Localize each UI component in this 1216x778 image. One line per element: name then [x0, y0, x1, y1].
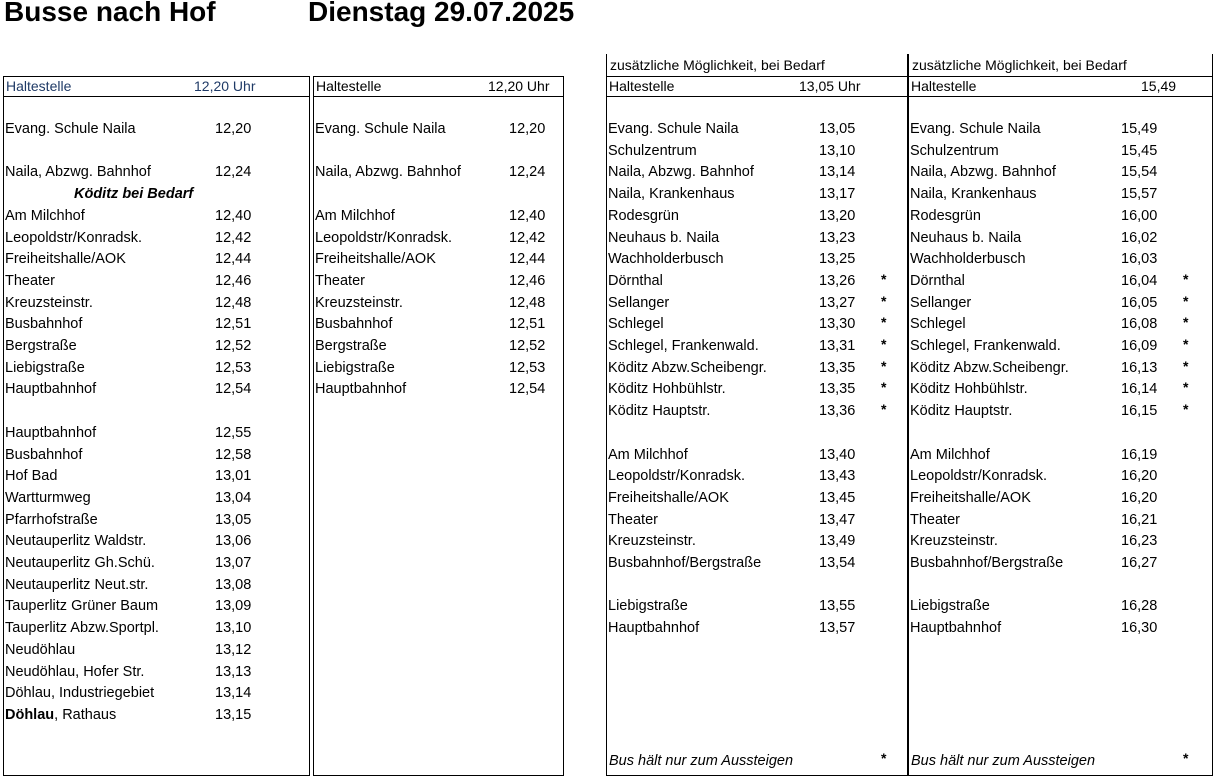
alight-only-marker: *	[1183, 270, 1189, 287]
stop-name: Wartturmweg	[5, 489, 91, 506]
table-row	[909, 488, 1212, 509]
table-row	[4, 162, 309, 183]
stop-name: Schlegel, Frankenwald.	[608, 338, 759, 354]
table-row	[607, 314, 907, 335]
stop-name: Sellanger	[608, 294, 670, 311]
stop-header: Haltestelle	[911, 78, 977, 94]
stop-name: Am Milchhof	[608, 446, 688, 463]
table-row	[909, 293, 1212, 314]
departure-time: 16,09	[1121, 338, 1158, 354]
table-row	[4, 596, 309, 617]
table-row	[4, 423, 309, 444]
departure-time: 12,40	[509, 207, 546, 224]
departure-time: 13,07	[215, 555, 252, 571]
table-row	[314, 206, 563, 227]
stop-name: Tauperlitz Abzw.Sportpl.	[5, 620, 159, 637]
departure-time: 12,46	[215, 272, 252, 289]
table-row	[4, 119, 309, 140]
departure-time: 13,20	[819, 207, 856, 224]
stop-name: Kreuzsteinstr.	[910, 533, 998, 550]
stop-name	[5, 707, 116, 723]
stop-name: Leopoldstr/Konradsk.	[608, 468, 746, 485]
departure-time: 12,55	[215, 424, 252, 441]
stop-name: Naila, Abzwg. Bahnhof	[5, 164, 151, 181]
stop-name: Busbahnhof/Bergstraße	[910, 555, 1064, 571]
table-row	[4, 228, 309, 249]
stop-name: Kreuzsteinstr.	[608, 533, 696, 550]
stop-name: Döhlau, Industriegebiet	[5, 685, 155, 702]
departure-time: 12,40	[215, 207, 252, 224]
departure-time: 12,46	[509, 272, 546, 289]
departure-time: 13,57	[819, 620, 856, 637]
departure-time: 13,54	[819, 555, 856, 571]
departure-time: 12,42	[509, 229, 546, 246]
table-row	[909, 336, 1212, 357]
table-row	[909, 466, 1212, 487]
alight-only-marker: *	[1183, 401, 1189, 418]
departure-time: 13,06	[215, 533, 252, 550]
alight-only-marker: *	[881, 379, 887, 396]
table-row	[607, 141, 907, 162]
stop-name: Busbahnhof	[5, 446, 83, 463]
departure-time: 13,10	[215, 620, 252, 637]
departure-time: 15,57	[1121, 186, 1158, 203]
departure-time: 13,05	[819, 121, 856, 137]
departure-time: 16,28	[1121, 598, 1158, 615]
departure-time: 12,51	[215, 316, 252, 333]
table-row	[314, 228, 563, 249]
footer-note: Bus hält nur zum Aussteigen	[609, 753, 794, 769]
stop-name: Neutauperlitz Gh.Schü.	[5, 555, 155, 571]
table-row	[607, 379, 907, 400]
stop-name: Tauperlitz Grüner Baum	[5, 598, 159, 615]
departure-time: 13,55	[819, 598, 856, 615]
table-row	[909, 531, 1212, 552]
table-row	[909, 596, 1212, 617]
table-row	[607, 488, 907, 509]
table-row	[607, 228, 907, 249]
timetable-column-4	[908, 54, 1213, 776]
time-header: 12,20 Uhr	[194, 78, 256, 94]
stop-name: Am Milchhof	[910, 446, 990, 463]
table-row	[607, 293, 907, 314]
stop-name: Hof Bad	[5, 468, 58, 485]
stop-name: Freiheitshalle/AOK	[608, 489, 729, 506]
table-row	[4, 293, 309, 314]
table-row	[4, 662, 309, 683]
column-note: zusätzliche Möglichkeit, bei Bedarf	[610, 57, 825, 73]
table-row	[4, 249, 309, 270]
departure-time: 12,52	[509, 338, 546, 354]
departure-time: 13,05	[215, 511, 252, 528]
stop-name: Neutauperlitz Waldstr.	[5, 533, 147, 550]
timetable-column-2	[313, 54, 564, 776]
stop-name: Dörnthal	[608, 272, 663, 289]
departure-time: 13,25	[819, 251, 856, 268]
departure-time: 12,54	[215, 381, 252, 398]
stop-header: Haltestelle	[316, 78, 382, 94]
departure-time: 12,53	[509, 359, 546, 376]
table-row	[909, 445, 1212, 466]
table-row	[607, 184, 907, 205]
departure-time: 12,44	[215, 251, 252, 268]
table-row	[314, 293, 563, 314]
stop-name: Liebigstraße	[315, 359, 395, 376]
table-row	[4, 314, 309, 335]
table-row	[4, 336, 309, 357]
alight-only-marker: *	[881, 270, 887, 287]
table-row	[4, 466, 309, 487]
stop-name-rest: , Rathaus	[54, 706, 117, 723]
stop-name: Köditz bei Bedarf	[74, 186, 194, 203]
table-row	[4, 271, 309, 292]
stop-name: Sellanger	[910, 294, 972, 311]
departure-time: 16,20	[1121, 489, 1158, 506]
timetable-column-1	[3, 54, 310, 776]
departure-time: 13,45	[819, 489, 856, 506]
stop-name: Hauptbahnhof	[315, 381, 407, 398]
footer-note: Bus hält nur zum Aussteigen	[911, 753, 1096, 769]
stop-name: Busbahnhof	[315, 316, 393, 333]
stop-name: Leopoldstr/Konradsk.	[315, 229, 453, 246]
departure-time: 15,54	[1121, 164, 1158, 181]
stop-name: Naila, Abzwg. Bahnhof	[910, 164, 1056, 181]
column-body	[909, 97, 1212, 776]
departure-time: 13,23	[819, 229, 856, 246]
alight-only-marker: *	[881, 336, 887, 352]
stop-name: Theater	[910, 511, 960, 528]
footer-marker: *	[881, 750, 887, 766]
alight-only-marker: *	[1183, 336, 1189, 352]
stop-name: Schlegel	[608, 316, 664, 333]
stop-name: Leopoldstr/Konradsk.	[5, 229, 143, 246]
stop-name: Hauptbahnhof	[910, 620, 1002, 637]
stop-name: Neutauperlitz Neut.str.	[5, 576, 149, 593]
stop-name: Liebigstraße	[5, 359, 85, 376]
stop-name: Schlegel, Frankenwald.	[910, 338, 1061, 354]
table-row	[909, 314, 1212, 335]
column-header	[313, 76, 564, 97]
stop-name: Köditz Abzw.Scheibengr.	[910, 359, 1069, 376]
departure-time: 13,17	[819, 186, 856, 203]
table-row	[607, 510, 907, 531]
table-row	[314, 162, 563, 183]
table-row	[607, 531, 907, 552]
stop-name: Theater	[315, 272, 365, 289]
table-row	[909, 119, 1212, 140]
table-row	[607, 618, 907, 639]
departure-time: 13,27	[819, 294, 856, 311]
table-row	[607, 162, 907, 183]
table-row	[909, 141, 1212, 162]
departure-time: 13,10	[819, 142, 856, 159]
time-header: 15,49	[1141, 78, 1177, 94]
table-row	[4, 206, 309, 227]
table-row	[4, 488, 309, 509]
departure-time: 13,30	[819, 316, 856, 333]
alight-only-marker: *	[1183, 379, 1189, 396]
departure-time: 16,30	[1121, 620, 1158, 637]
table-row	[314, 336, 563, 357]
table-row	[314, 271, 563, 292]
departure-time: 12,24	[509, 164, 546, 181]
table-row	[909, 271, 1212, 292]
table-row	[909, 510, 1212, 531]
departure-time: 16,03	[1121, 251, 1158, 268]
table-row	[607, 206, 907, 227]
departure-time: 13,47	[819, 511, 856, 528]
table-row	[909, 379, 1212, 400]
table-row	[4, 575, 309, 596]
departure-time: 16,15	[1121, 403, 1158, 420]
table-row	[314, 119, 563, 140]
stop-header: Haltestelle	[609, 78, 675, 94]
table-row	[909, 553, 1212, 574]
table-row	[4, 618, 309, 639]
column-body	[607, 97, 907, 776]
stop-name: Naila, Abzwg. Bahnhof	[608, 164, 754, 181]
table-row	[4, 510, 309, 531]
departure-time: 16,23	[1121, 533, 1158, 550]
alight-only-marker: *	[881, 292, 887, 309]
stop-name: Köditz Abzw.Scheibengr.	[608, 359, 767, 376]
stop-name: Bergstraße	[315, 338, 387, 354]
departure-time: 13,14	[215, 685, 252, 702]
departure-time: 16,21	[1121, 511, 1158, 528]
stop-name: Naila, Krankenhaus	[910, 186, 1037, 203]
stop-name: Hauptbahnhof	[5, 381, 97, 398]
departure-time: 13,08	[215, 576, 252, 593]
table-row	[607, 249, 907, 270]
table-row	[909, 162, 1212, 183]
alight-only-marker: *	[881, 314, 887, 331]
departure-time: 16,05	[1121, 294, 1158, 311]
departure-time: 13,04	[215, 489, 252, 506]
departure-time: 12,52	[215, 338, 252, 354]
departure-time: 12,51	[509, 316, 546, 333]
alight-only-marker: *	[881, 401, 887, 418]
departure-time: 12,20	[215, 121, 252, 137]
departure-time: 12,44	[509, 251, 546, 268]
departure-time: 13,31	[819, 338, 856, 354]
table-row	[4, 445, 309, 466]
departure-time: 13,13	[215, 663, 252, 680]
table-row	[4, 705, 309, 726]
departure-time: 13,01	[215, 468, 252, 485]
departure-time: 12,58	[215, 446, 252, 463]
table-row	[4, 379, 309, 400]
departure-time: 15,49	[1121, 121, 1158, 137]
departure-time: 13,15	[215, 706, 252, 723]
table-row	[909, 206, 1212, 227]
table-row	[4, 358, 309, 379]
departure-time: 12,48	[215, 294, 252, 311]
stop-name: Köditz Hohbühlstr.	[910, 381, 1028, 398]
stop-name: Hauptbahnhof	[5, 424, 97, 441]
table-row	[607, 466, 907, 487]
table-row	[607, 271, 907, 292]
column-header	[3, 76, 310, 97]
departure-time: 13,40	[819, 446, 856, 463]
departure-time: 12,42	[215, 229, 252, 246]
departure-time: 12,48	[509, 294, 546, 311]
column-note: zusätzliche Möglichkeit, bei Bedarf	[912, 57, 1127, 73]
stop-name: Evang. Schule Naila	[910, 121, 1041, 137]
stop-name: Kreuzsteinstr.	[315, 294, 403, 311]
stop-name-bold: Döhlau	[5, 706, 55, 723]
alight-only-marker: *	[881, 357, 887, 374]
stop-name: Neudöhlau, Hofer Str.	[5, 663, 145, 680]
table-row	[314, 314, 563, 335]
stop-name: Evang. Schule Naila	[315, 121, 446, 137]
stop-name: Naila, Krankenhaus	[608, 186, 735, 203]
table-row	[607, 596, 907, 617]
stop-name: Evang. Schule Naila	[608, 121, 739, 137]
stop-name: Bergstraße	[5, 338, 77, 354]
table-row	[4, 184, 309, 205]
page-title: Busse nach Hof	[4, 0, 216, 27]
table-row	[4, 531, 309, 552]
time-header: 13,05 Uhr	[799, 78, 861, 94]
stop-name: Köditz Hohbühlstr.	[608, 381, 726, 398]
table-row	[314, 379, 563, 400]
departure-time: 13,35	[819, 381, 856, 398]
stop-name: Busbahnhof/Bergstraße	[608, 555, 762, 571]
departure-time: 16,04	[1121, 272, 1158, 289]
table-row	[607, 445, 907, 466]
timetable-column-3	[606, 54, 908, 776]
table-row	[4, 640, 309, 661]
stop-name: Schulzentrum	[910, 142, 999, 159]
departure-time: 13,12	[215, 641, 252, 658]
departure-time: 13,35	[819, 359, 856, 376]
stop-name: Schlegel	[910, 316, 966, 333]
stop-name: Freiheitshalle/AOK	[910, 489, 1031, 506]
stop-name: Freiheitshalle/AOK	[315, 251, 436, 268]
table-row	[607, 553, 907, 574]
stop-name: Theater	[608, 511, 658, 528]
stop-name: Theater	[5, 272, 55, 289]
departure-time: 16,13	[1121, 359, 1158, 376]
stop-name: Liebigstraße	[910, 598, 990, 615]
departure-time: 12,20	[509, 121, 546, 137]
stop-name: Köditz Hauptstr.	[910, 403, 1013, 420]
stop-name: Liebigstraße	[608, 598, 688, 615]
column-header	[909, 76, 1212, 97]
departure-time: 12,54	[509, 381, 546, 398]
stop-header: Haltestelle	[6, 78, 72, 94]
departure-time: 16,27	[1121, 555, 1158, 571]
stop-name: Busbahnhof	[5, 316, 83, 333]
alight-only-marker: *	[1183, 314, 1189, 331]
departure-time: 16,19	[1121, 446, 1158, 463]
departure-time: 12,53	[215, 359, 252, 376]
time-header: 12,20 Uhr	[488, 78, 550, 94]
stop-name: Am Milchhof	[5, 207, 85, 224]
stop-name: Am Milchhof	[315, 207, 395, 224]
departure-time: 16,00	[1121, 207, 1158, 224]
departure-time: 13,49	[819, 533, 856, 550]
table-row	[314, 358, 563, 379]
stop-name: Freiheitshalle/AOK	[5, 251, 126, 268]
footer-marker: *	[1183, 750, 1189, 766]
stop-name: Rodesgrün	[608, 207, 679, 224]
departure-time: 16,20	[1121, 468, 1158, 485]
table-row	[314, 249, 563, 270]
stop-name: Leopoldstr/Konradsk.	[910, 468, 1048, 485]
table-row	[4, 683, 309, 704]
table-row	[4, 553, 309, 574]
stop-name: Dörnthal	[910, 272, 965, 289]
stop-name: Neudöhlau	[5, 641, 76, 658]
departure-time: 16,02	[1121, 229, 1158, 246]
departure-time: 13,09	[215, 598, 252, 615]
departure-time: 13,26	[819, 272, 856, 289]
table-row	[909, 228, 1212, 249]
stop-name: Pfarrhofstraße	[5, 511, 98, 528]
stop-name: Köditz Hauptstr.	[608, 403, 711, 420]
alight-only-marker: *	[1183, 357, 1189, 374]
departure-time: 16,14	[1121, 381, 1158, 398]
departure-time: 13,14	[819, 164, 856, 181]
page-date: Dienstag 29.07.2025	[308, 0, 575, 27]
alight-only-marker: *	[1183, 292, 1189, 309]
departure-time: 13,36	[819, 403, 856, 420]
column-header	[607, 76, 907, 97]
table-row	[607, 336, 907, 357]
table-row	[909, 618, 1212, 639]
column-body	[3, 97, 310, 776]
table-row	[909, 184, 1212, 205]
stop-name: Wachholderbusch	[910, 251, 1026, 268]
table-row	[909, 249, 1212, 270]
table-row	[607, 358, 907, 379]
column-body	[313, 97, 564, 776]
stop-name: Neuhaus b. Naila	[608, 229, 720, 246]
table-row	[607, 119, 907, 140]
stop-name: Naila, Abzwg. Bahnhof	[315, 164, 461, 181]
stop-name: Kreuzsteinstr.	[5, 294, 93, 311]
stop-name: Evang. Schule Naila	[5, 121, 136, 137]
departure-time: 15,45	[1121, 142, 1158, 159]
table-row	[909, 358, 1212, 379]
stop-name: Schulzentrum	[608, 142, 697, 159]
stop-name: Wachholderbusch	[608, 251, 724, 268]
departure-time: 13,43	[819, 468, 856, 485]
table-row	[909, 401, 1212, 422]
departure-time: 12,24	[215, 164, 252, 181]
departure-time: 16,08	[1121, 316, 1158, 333]
stop-name: Hauptbahnhof	[608, 620, 700, 637]
stop-name: Neuhaus b. Naila	[910, 229, 1022, 246]
stop-name: Rodesgrün	[910, 207, 981, 224]
table-row	[607, 401, 907, 422]
